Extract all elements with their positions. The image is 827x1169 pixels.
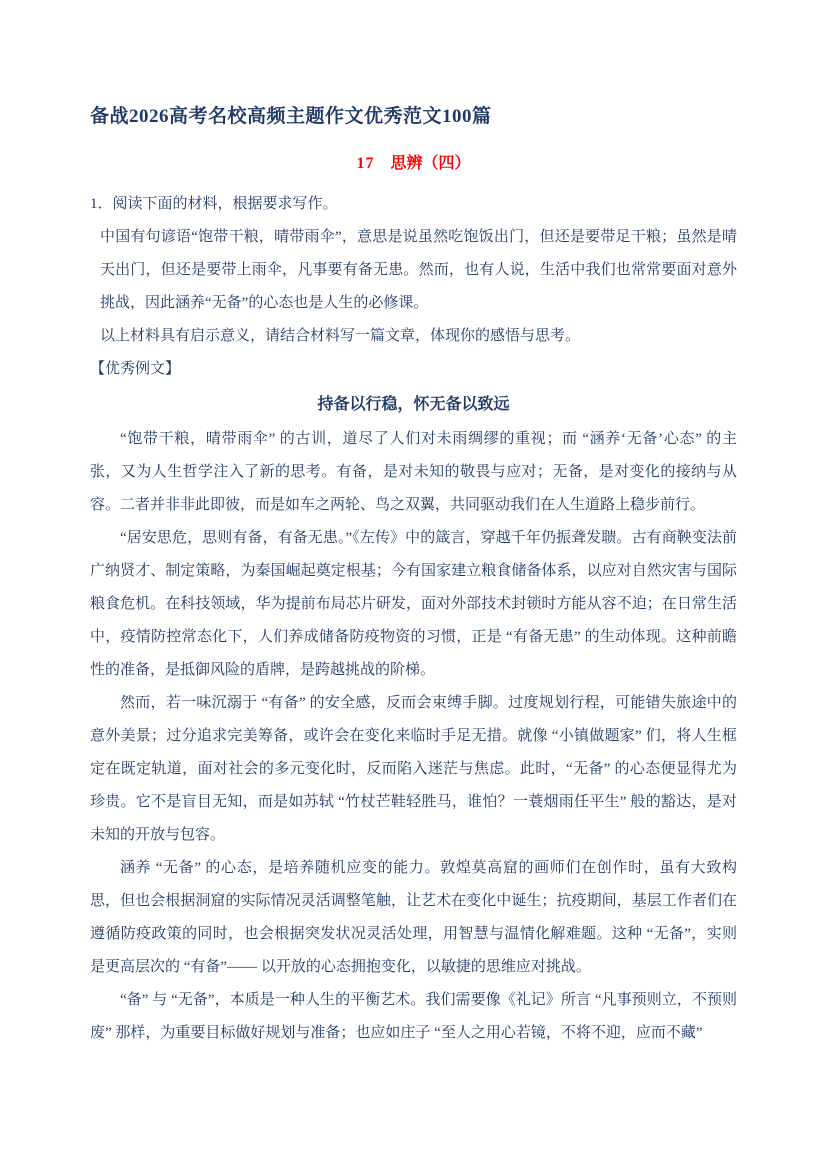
prompt-material: 中国有句谚语“饱带干粮，晴带雨伞”，意思是说虽然吃饱饭出门，但还是要带足干粮；虽然是晴天出门，但还是要带上雨伞，凡事要有备无患。然而，也有人说，生活中我们也常常要面对意外挑战，因此涵养“无备”的心态也是人生的必修课。 — [100, 229, 737, 311]
essay-title: 持备以行稳，怀无备以致远 — [317, 396, 510, 413]
essay-paragraph: “备” 与 “无备”，本质是一种人生的平衡艺术。我们需要像《礼记》所言 “凡事预则立，不预则废” 那样，为重要目标做好规划与准备；也应如庄子 “至人之用心若镜，不将不迎，应而不藏” — [90, 992, 737, 1041]
prompt-instruction: 1．阅读下面的材料，根据要求写作。 — [90, 196, 338, 212]
prompt-requirement: 以上材料具有启示意义，请结合材料写一篇文章，体现你的感悟与思考。 — [100, 328, 581, 344]
section-title — [90, 152, 737, 176]
essay-paragraph: 涵养 “无备” 的心态，是培养随机应变的能力。敦煌莫高窟的画师们在创作时，虽有大致构思，但也会根据洞窟的实际情况灵活调整笔触，让艺术在变化中诞生；抗疫期间，基层工作者们在遵循防疫政策的同时，也会根据突发状况灵活处理，用智慧与温情化解难题。这种 “无备”，实则是更高层次的 “有备”—— 以开放的心态拥抱变化，以敏捷的思维应对挑战。 — [90, 860, 737, 975]
section-number: 17 — [356, 155, 375, 172]
essay-paragraph: 然而，若一味沉溺于 “有备” 的安全感，反而会束缚手脚。过度规划行程，可能错失旅途中的意外美景；过分追求完美筹备，或许会在变化来临时手足无措。就像 “小镇做题家” 们，将人生框定在既定轨道，面对社会的多元变化时，反而陷入迷茫与焦虑。此时，“无备” 的心态便显得尤为珍贵。它不是盲目无知，而是如苏轼 “竹杖芒鞋轻胜马，谁怕？一蓑烟雨任平生” 般的豁达，是对未知的开放与包容。 — [90, 695, 737, 843]
section-name: 思辨（四） — [390, 155, 471, 172]
document-title: 备战2026高考名校高频主题作文优秀范文100篇 — [90, 106, 492, 127]
essay-paragraph: “居安思危，思则有备，有备无患。”《左传》中的箴言，穿越千年仍振聋发聩。古有商鞅变法前广纳贤才、制定策略，为秦国崛起奠定根基；今有国家建立粮食储备体系，以应对自然灾害与国际粮食危机。在科技领域，华为提前布局芯片研发，面对外部技术封锁时方能从容不迫；在日常生活中，疫情防控常态化下，人们养成储备防疫物资的习惯，正是 “有备无患” 的生动体现。这种前瞻性的准备，是抵御风险的盾牌，是跨越挑战的阶梯。 — [90, 530, 737, 678]
essay-body — [90, 423, 737, 1050]
example-label: 【优秀例文】 — [90, 361, 181, 377]
essay-paragraph: “饱带干粮，晴带雨伞” 的古训，道尽了人们对未雨绸缪的重视；而 “涵养‘无备’心态” 的主张，又为人生哲学注入了新的思考。有备，是对未知的敬畏与应对；无备，是对变化的接纳与从容。二者并非非此即彼，而是如车之两轮、鸟之双翼，共同驱动我们在人生道路上稳步前行。 — [90, 431, 737, 513]
